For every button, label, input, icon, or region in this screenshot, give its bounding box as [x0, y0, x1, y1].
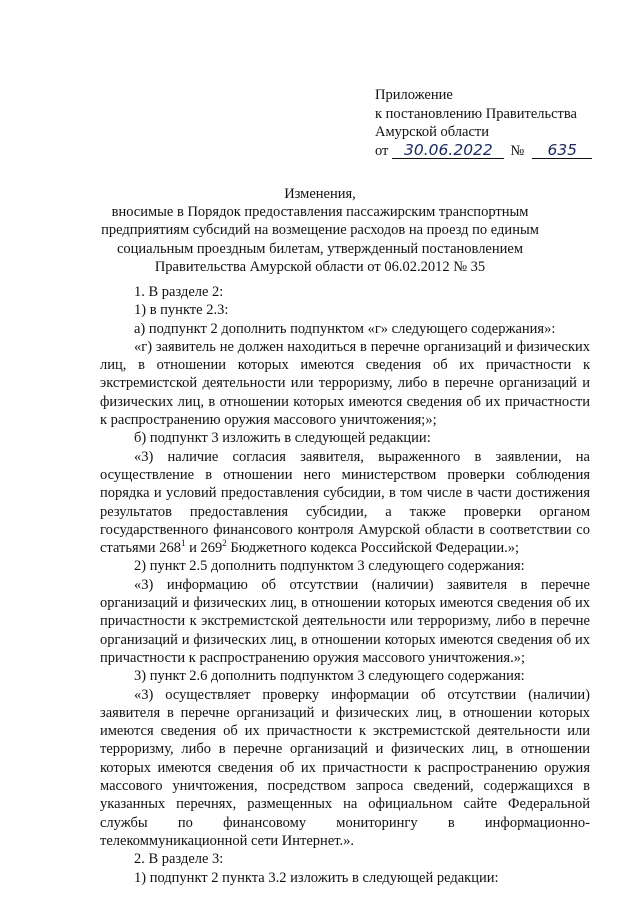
quote-3-text-part3: Бюджетного кодекса Российской Федерации.»; — [226, 540, 519, 557]
quote-3-text-part2: и 269 — [185, 540, 223, 557]
paragraph-item-2-3: 1) в пункте 2.3: — [134, 302, 229, 319]
heading-title: Изменения, — [284, 186, 356, 202]
paragraph-item-2-5: 2) пункт 2.5 дополнить подпунктом 3 следующего содержания: — [134, 558, 525, 575]
heading-subtitle: вносимые в Порядок предоставления пассажирским транспортным предприятиям субсидий на возмещение расходов на проезд по единым социальным проездным билетам, утвержденный постановлением Правительства Амурской области от 06.02.2012 № 35 — [101, 204, 539, 275]
appendix-date-line — [375, 142, 625, 161]
paragraph-subitem-b: б) подпункт 3 изложить в следующей редакции: — [134, 430, 431, 447]
number-label: № — [510, 142, 525, 159]
paragraph-item-3-2: 1) подпункт 2 пункта 3.2 изложить в следующей редакции: — [134, 869, 499, 886]
document-heading — [100, 185, 540, 276]
superscript-1: 1 — [180, 538, 186, 549]
paragraph-quote-3-consent — [100, 448, 590, 558]
paragraph-quote-g: «г) заявитель не должен находиться в перечне организаций и физических лиц, в отношении которых имеются сведения об их причастности к экстремистской деятельности или терроризму, либо в перечне организаций и физических лиц, в отношении которых имеются сведения об их причастности к распространению оружия массового уничтожения;»; — [100, 338, 590, 429]
appendix-region: Амурской области — [375, 124, 489, 140]
from-label: от — [375, 142, 389, 159]
handwritten-date: 30.06.2022 — [392, 142, 504, 159]
appendix-title: Приложение — [375, 87, 453, 103]
paragraph-section-2: 1. В разделе 2: — [134, 284, 224, 300]
paragraph-quote-3-check: «3) осуществляет проверку информации об отсутствии (наличии) заявителя в перечне организаций и физических лиц, в отношении которых имеются сведения об их причастности к экстремистской деятельности или терроризму, либо в перечне организаций и физических лиц, в отношении которых имеются сведения об их причастности к распространению оружия массового уничтожения, посредством запроса сведений, содержащихся в указанных перечнях, размещенных на официальном сайте Федеральной службы по финансовому мониторингу в информационно-телекоммуникационной сети Интернет.». — [100, 686, 590, 849]
paragraph-subitem-a: а) подпункт 2 дополнить подпунктом «г» следующего содержания»: — [134, 320, 556, 337]
paragraph-section-3: 2. В разделе 3: — [134, 851, 224, 868]
quote-3-text-part1: «3) наличие согласия заявителя, выраженного в заявлении, на осуществление в отношении него министерством проверки соблюдения порядка и условий предоставления субсидии, в том числе в части достижения результатов предоставления субсидии, а также проверки органом государственного финансового контроля Амурской области в соответствии со статьями 268 — [100, 448, 590, 557]
paragraph-quote-3-info: «3) информацию об отсутствии (наличии) заявителя в перечне организаций и физических лиц, в отношении которых имеются сведения об их причастности к экстремистской деятельности или терроризму, либо в перечне организаций и физических лиц, в отношении которых имеются сведения об их причастности к распространению оружия массового уничтожения.»; — [100, 576, 590, 666]
paragraph-item-2-6: 3) пункт 2.6 дополнить подпунктом 3 следующего содержания: — [134, 668, 525, 685]
appendix-reference: к постановлению Правительства — [375, 105, 577, 122]
appendix-block — [375, 86, 625, 160]
superscript-2: 2 — [222, 538, 227, 549]
document-body — [100, 283, 590, 887]
handwritten-number: 635 — [532, 142, 592, 159]
